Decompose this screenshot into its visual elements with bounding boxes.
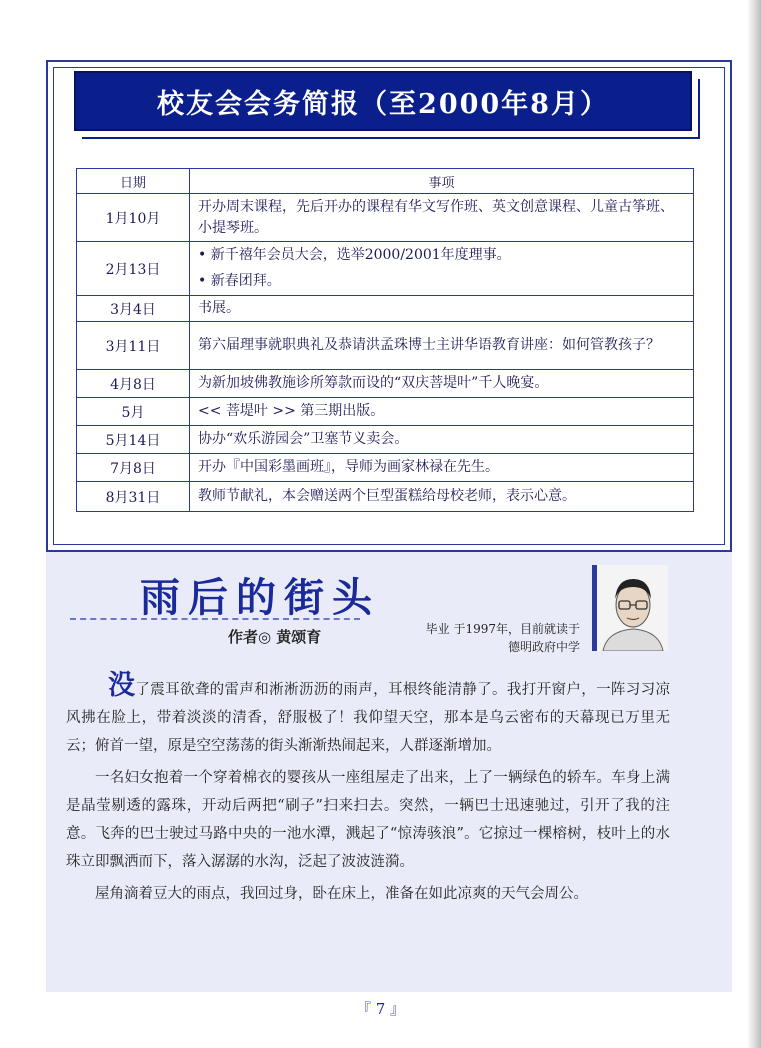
row-item [190, 242, 694, 296]
events-table [76, 168, 694, 512]
table-row [77, 426, 694, 454]
header-date: 日期 [77, 169, 190, 194]
table-row [77, 194, 694, 242]
article-paragraph: 屋角滴着豆大的雨点，我回过身，卧在床上，准备在如此凉爽的天气会周公。 [95, 886, 588, 902]
row-date: 5月14日 [77, 426, 190, 454]
row-item-bullet: • 新春团拜。 [198, 273, 281, 289]
row-item: 开办周末课程，先后开办的课程有华文写作班、英文创意课程、儿童古筝班、小提琴班。 [190, 194, 694, 242]
row-date: 7月8日 [77, 454, 190, 482]
title-divider [70, 618, 360, 620]
bulletin-title: 校友会会务简报（至2000年8月） [157, 88, 609, 120]
row-item: 为新加坡佛教施诊所筹款而设的“双庆菩堤叶”千人晚宴。 [190, 370, 694, 398]
table-row [77, 296, 694, 322]
author-bio-line: 毕业 于1997年，目前就读于 [425, 622, 580, 636]
row-item: 协办“欢乐游园会”卫塞节义卖会。 [190, 426, 694, 454]
row-item: 开办『中国彩墨画班』，导师为画家林禄在先生。 [190, 454, 694, 482]
row-item: 书展。 [190, 296, 694, 322]
portrait-icon [597, 565, 668, 651]
row-date: 4月8日 [77, 370, 190, 398]
article-paragraph-text: 了震耳欲聋的雷声和淅淅沥沥的雨声，耳根终能清静了。我打开窗户，一阵习习凉风拂在脸上，带着淡淡的清香，舒服极了！我仰望天空，那本是乌云密布的天幕现已万里无云；俯首一望，原是空空荡荡的街头渐渐热闹起来，人群逐渐增加。 [66, 682, 671, 754]
article-dropcap: 没 [108, 670, 136, 701]
author-bio-line: 德明政府中学 [507, 640, 580, 654]
row-date: 3月11日 [77, 322, 190, 370]
author-bio [400, 620, 580, 656]
article-body [66, 672, 670, 908]
article-title: 雨后的街头 [140, 574, 380, 621]
table-row [77, 454, 694, 482]
row-item-bullet: • 新千禧年会员大会，选举2000/2001年度理事。 [198, 247, 511, 263]
table-row [77, 322, 694, 370]
author-photo [592, 565, 668, 651]
row-date: 2月13日 [77, 242, 190, 296]
article-paragraph [66, 672, 670, 760]
table-row [77, 482, 694, 512]
article-author: 作者◎ 黄颂育 [228, 628, 322, 646]
table-row [77, 242, 694, 296]
row-date: 1月10月 [77, 194, 190, 242]
page-number: 『 7 』 [355, 1000, 406, 1018]
table-row [77, 370, 694, 398]
page-edge-shadow [747, 0, 761, 1048]
row-date: 8月31日 [77, 482, 190, 512]
row-date: 5月 [77, 398, 190, 426]
row-item: 第六届理事就职典礼及恭请洪孟珠博士主讲华语教育讲座：如何管教孩子？ [190, 322, 694, 370]
row-item: 教师节献礼，本会赠送两个巨型蛋糕给母校老师，表示心意。 [190, 482, 694, 512]
table-header-row [77, 169, 694, 194]
row-date: 3月4日 [77, 296, 190, 322]
table-row [77, 398, 694, 426]
header-item: 事项 [190, 169, 694, 194]
bulletin-title-bar [74, 71, 692, 131]
row-item: << 菩堤叶 >> 第三期出版。 [190, 398, 694, 426]
bulletin-panel [46, 60, 732, 552]
article-paragraph: 一名妇女抱着一个穿着棉衣的婴孩从一座组屋走了出来，上了一辆绿色的轿车。车身上满是晶莹剔透的露珠，开动后两把“刷子”扫来扫去。突然，一辆巴士迅速驰过，引开了我的注意。飞奔的巴士驶过马路中央的一池水潭，溅起了“惊涛骇浪”。它掠过一棵榕树，枝叶上的水珠立即飘洒而下，落入潺潺的水沟，泛起了波波涟漪。 [66, 770, 670, 870]
